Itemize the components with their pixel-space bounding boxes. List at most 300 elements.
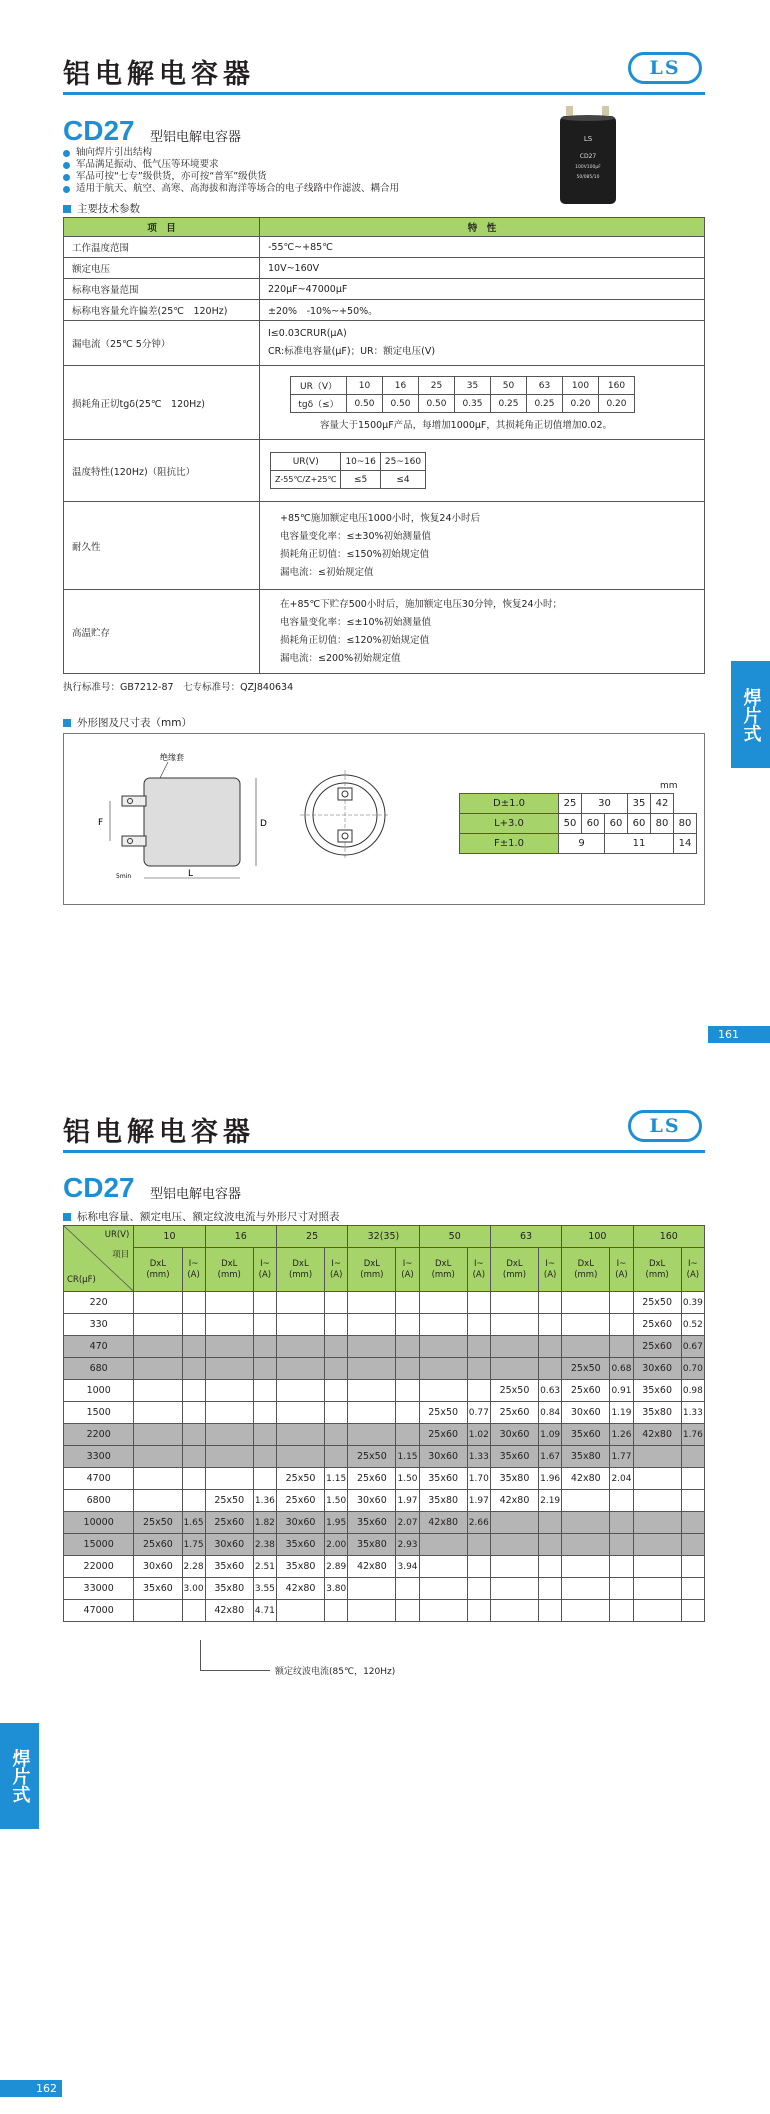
size-cell — [134, 1402, 182, 1424]
size-cell — [134, 1424, 182, 1446]
dim-f-label: F — [98, 818, 104, 828]
size-cell: 30x60 — [205, 1534, 253, 1556]
size-cell — [633, 1490, 681, 1512]
size-cell: 42x80 — [490, 1490, 538, 1512]
current-subheader: I~ (A) — [182, 1248, 205, 1292]
size-cell: 25x60 — [633, 1336, 681, 1358]
current-cell — [253, 1424, 276, 1446]
dim-s-label: 5min — [116, 873, 132, 880]
feature-item: 军品可按“七专”级供货，亦可按“普军”级供货 — [63, 171, 399, 183]
current-cell — [610, 1314, 633, 1336]
feature-item: 适用于航天、航空、高寒、高海拔和海洋等场合的电子线路中作滤波、耦合用 — [63, 183, 399, 195]
size-cell — [419, 1314, 467, 1336]
current-cell — [539, 1534, 562, 1556]
current-cell — [396, 1402, 419, 1424]
tan-value-cell: 0.25 — [491, 395, 527, 413]
size-cell: 35x60 — [134, 1578, 182, 1600]
size-cell: 35x80 — [633, 1402, 681, 1424]
current-cell — [467, 1380, 490, 1402]
dxl-subheader: DxL (mm) — [633, 1248, 681, 1292]
size-cell: 35x60 — [490, 1446, 538, 1468]
size-cell — [134, 1336, 182, 1358]
size-cell — [562, 1336, 610, 1358]
current-cell — [539, 1600, 562, 1622]
current-cell — [325, 1380, 348, 1402]
current-cell — [396, 1578, 419, 1600]
size-cell — [276, 1380, 324, 1402]
dimension-table: D±1.0 25 30 35 42 L+3.0 50 60 60 60 80 80 F±1.0 9 11 14 — [459, 793, 697, 854]
table-row — [64, 1512, 705, 1534]
current-cell: 2.93 — [396, 1534, 419, 1556]
size-cell — [348, 1380, 396, 1402]
header-divider — [63, 1150, 705, 1153]
tan-voltage-cell: 100 — [563, 377, 599, 395]
current-cell: 1.15 — [325, 1468, 348, 1490]
size-cell: 35x80 — [490, 1468, 538, 1490]
current-cell — [467, 1292, 490, 1314]
current-cell: 1.26 — [610, 1424, 633, 1446]
ls-logo — [628, 1110, 702, 1142]
current-cell — [681, 1512, 704, 1534]
current-cell — [539, 1358, 562, 1380]
size-cell — [348, 1424, 396, 1446]
dim-value-cell: 14 — [674, 834, 697, 854]
size-cell — [276, 1336, 324, 1358]
capacitance-cell: 220 — [64, 1292, 134, 1314]
size-cell — [490, 1600, 538, 1622]
current-cell: 2.00 — [325, 1534, 348, 1556]
size-cell: 25x50 — [134, 1512, 182, 1534]
current-cell: 4.71 — [253, 1600, 276, 1622]
size-cell: 25x60 — [419, 1424, 467, 1446]
size-cell: 35x60 — [419, 1468, 467, 1490]
capacitance-cell: 10000 — [64, 1512, 134, 1534]
size-cell — [276, 1358, 324, 1380]
tan-voltage-cell: 10 — [347, 377, 383, 395]
current-cell — [681, 1578, 704, 1600]
current-cell: 0.67 — [681, 1336, 704, 1358]
page-number: 162 — [0, 2080, 62, 2097]
temp-char-table: UR(V) 10~16 25~160 Z-55℃/Z+25℃ ≤5 ≤4 — [270, 452, 426, 489]
size-cell — [562, 1578, 610, 1600]
page-number: 161 — [708, 1026, 770, 1043]
current-cell — [539, 1336, 562, 1358]
ls-logo — [628, 52, 702, 84]
size-cell — [419, 1358, 467, 1380]
side-view-drawing — [80, 748, 290, 888]
size-cell — [633, 1446, 681, 1468]
dxl-subheader: DxL (mm) — [205, 1248, 253, 1292]
tan-value-cell: 0.35 — [455, 395, 491, 413]
current-subheader: I~ (A) — [539, 1248, 562, 1292]
tan-voltage-cell: 25 — [419, 377, 455, 395]
current-cell — [467, 1336, 490, 1358]
current-cell: 1.50 — [325, 1490, 348, 1512]
current-cell — [681, 1556, 704, 1578]
size-cell — [276, 1600, 324, 1622]
size-cell — [562, 1600, 610, 1622]
voltage-header: 160 — [633, 1226, 704, 1248]
size-cell: 30x60 — [490, 1424, 538, 1446]
dim-value-cell: 11 — [605, 834, 674, 854]
dim-value-cell: 42 — [651, 794, 674, 814]
dim-d-label: D — [260, 819, 267, 829]
size-cell: 30x60 — [276, 1512, 324, 1534]
size-cell — [348, 1578, 396, 1600]
tan-voltage-cell: 35 — [455, 377, 491, 395]
photo-brand: LS — [583, 135, 593, 143]
current-cell — [681, 1534, 704, 1556]
size-cell: 42x80 — [562, 1468, 610, 1490]
size-cell: 42x80 — [276, 1578, 324, 1600]
tan-voltage-cell: 160 — [599, 377, 635, 395]
voltage-header: 10 — [134, 1226, 205, 1248]
current-cell — [396, 1600, 419, 1622]
capacitance-cell: 22000 — [64, 1556, 134, 1578]
tan-value-cell: 0.50 — [383, 395, 419, 413]
current-cell — [182, 1358, 205, 1380]
current-cell — [182, 1292, 205, 1314]
size-cell: 25x60 — [562, 1380, 610, 1402]
logo-text: LS — [649, 57, 681, 79]
dim-value-cell: 60 — [605, 814, 628, 834]
side-tab-solder-lug: 焊片式 — [0, 1723, 39, 1829]
current-cell — [253, 1292, 276, 1314]
size-cell: 42x80 — [419, 1512, 467, 1534]
current-cell — [182, 1402, 205, 1424]
current-subheader: I~ (A) — [610, 1248, 633, 1292]
size-cell — [633, 1468, 681, 1490]
current-cell — [396, 1424, 419, 1446]
tan-value-cell: 0.25 — [527, 395, 563, 413]
dxl-subheader: DxL (mm) — [276, 1248, 324, 1292]
current-cell: 1.50 — [396, 1468, 419, 1490]
current-cell — [182, 1314, 205, 1336]
current-cell — [396, 1314, 419, 1336]
table-row — [64, 1292, 705, 1314]
size-cell — [490, 1358, 538, 1380]
size-cell: 25x50 — [419, 1402, 467, 1424]
size-cell: 35x60 — [562, 1424, 610, 1446]
model-subtitle: 型铝电解电容器 — [150, 1187, 242, 1202]
current-cell: 1.33 — [681, 1402, 704, 1424]
feature-item: 轴向焊片引出结构 — [63, 147, 399, 159]
size-cell — [205, 1336, 253, 1358]
size-cell — [205, 1468, 253, 1490]
size-cell: 35x80 — [205, 1578, 253, 1600]
size-cell — [205, 1292, 253, 1314]
size-cell: 25x60 — [134, 1534, 182, 1556]
size-cell: 35x60 — [205, 1556, 253, 1578]
spec-section-heading: 主要技术参数 — [63, 201, 140, 216]
size-cell — [348, 1314, 396, 1336]
standard-number: 执行标准号：GB7212-87 七专标准号：QZJ840634 — [63, 682, 294, 693]
current-cell — [253, 1446, 276, 1468]
table-row — [64, 1578, 705, 1600]
size-cell: 25x60 — [348, 1468, 396, 1490]
voltage-header: 63 — [490, 1226, 561, 1248]
size-cell — [562, 1556, 610, 1578]
size-cell — [490, 1336, 538, 1358]
current-cell — [325, 1600, 348, 1622]
current-cell: 0.84 — [539, 1402, 562, 1424]
capacitor-photo — [560, 106, 616, 204]
dim-value-cell: 80 — [674, 814, 697, 834]
current-cell — [610, 1512, 633, 1534]
voltage-header: 100 — [562, 1226, 633, 1248]
logo-text: LS — [649, 1115, 681, 1137]
dim-unit: mm — [660, 781, 678, 791]
tan-value-cell: 0.50 — [347, 395, 383, 413]
size-cell: 25x50 — [490, 1380, 538, 1402]
spec-table: 项 目 特 性 工作温度范围 -55℃~+85℃ 额定电压 10V~160V 标称电容量范围 220μF~47000μF 标称电容量允许偏差(25℃ 120Hz) ±20% -10%~+50%。 漏电流（25℃ 5分钟） I≤0.03CRUR(μA) CR:标准电容量(μF)；UR：额定电压(V) 损耗角正切tgδ(25℃ 120Hz) UR（V） 10 16 25 35 50 63 100 160 tgδ（≤） 0.50 0.50 0.50 0.35 0.25 0.25 0.20 0.20 容量大于1500μF产品，每增加1000μF，其损耗角正切值增加0.02。 温度特性(120Hz)（阻抗比） UR(V) 10~16 25~160 Z-55℃/Z+25℃ ≤5 ≤4 耐久性 +85℃施加额定电压1000小时，恢复24小时后 电容量变化率：≤±30%初始测量值 损耗角正切值：≤150%初始规定值 漏电流：≤初始规定值 高温贮存 在+85℃下贮存500小时后，施加额定电压30分钟，恢复24小时； 电容量变化率：≤±10%初始测量值 损耗角正切值：≤120%初始规定值 漏电流：≤200%初始规定值 — [63, 217, 705, 674]
current-cell — [467, 1578, 490, 1600]
dim-value-cell: 35 — [628, 794, 651, 814]
current-cell — [467, 1358, 490, 1380]
dxl-subheader: DxL (mm) — [490, 1248, 538, 1292]
size-cell — [490, 1292, 538, 1314]
size-cell — [348, 1600, 396, 1622]
size-cell — [205, 1314, 253, 1336]
dxl-subheader: DxL (mm) — [562, 1248, 610, 1292]
dim-value-cell: 50 — [559, 814, 582, 834]
tan-voltage-cell: 16 — [383, 377, 419, 395]
current-cell — [681, 1600, 704, 1622]
current-cell — [396, 1292, 419, 1314]
capacitance-cell: 2200 — [64, 1424, 134, 1446]
size-cell — [562, 1534, 610, 1556]
table-row — [64, 1446, 705, 1468]
size-cell — [134, 1314, 182, 1336]
size-cell — [134, 1600, 182, 1622]
note-leader — [200, 1640, 201, 1670]
size-cell: 35x60 — [276, 1534, 324, 1556]
size-cell — [205, 1380, 253, 1402]
current-cell: 1.70 — [467, 1468, 490, 1490]
photo-code: 50/085/10 — [576, 175, 600, 180]
size-cell: 35x60 — [348, 1512, 396, 1534]
table-row — [64, 1380, 705, 1402]
size-cell: 25x50 — [562, 1358, 610, 1380]
model-name: CD27 — [63, 115, 135, 146]
current-cell — [325, 1358, 348, 1380]
current-cell: 1.67 — [539, 1446, 562, 1468]
size-cell — [134, 1380, 182, 1402]
current-cell: 3.80 — [325, 1578, 348, 1600]
current-cell — [396, 1336, 419, 1358]
size-cell — [134, 1358, 182, 1380]
current-cell — [610, 1292, 633, 1314]
size-cell — [205, 1446, 253, 1468]
size-cell — [490, 1314, 538, 1336]
voltage-header: 32(35) — [348, 1226, 419, 1248]
size-cell — [205, 1402, 253, 1424]
note-leader — [200, 1670, 270, 1671]
current-cell — [681, 1490, 704, 1512]
current-cell: 0.98 — [681, 1380, 704, 1402]
current-cell — [467, 1556, 490, 1578]
tan-value-cell: 0.50 — [419, 395, 455, 413]
size-cell: 25x50 — [276, 1468, 324, 1490]
voltage-header: 50 — [419, 1226, 490, 1248]
current-cell: 1.33 — [467, 1446, 490, 1468]
capacitance-cell: 33000 — [64, 1578, 134, 1600]
size-cell — [419, 1556, 467, 1578]
size-cell — [276, 1292, 324, 1314]
size-cell — [490, 1534, 538, 1556]
current-cell — [182, 1468, 205, 1490]
current-subheader: I~ (A) — [253, 1248, 276, 1292]
capacitance-cell: 15000 — [64, 1534, 134, 1556]
size-cell — [633, 1600, 681, 1622]
size-cell — [348, 1336, 396, 1358]
dim-value-cell: 80 — [651, 814, 674, 834]
size-cell — [276, 1402, 324, 1424]
current-cell: 1.36 — [253, 1490, 276, 1512]
capacitance-cell: 680 — [64, 1358, 134, 1380]
model-subtitle: 型铝电解电容器 — [150, 130, 242, 145]
dxl-subheader: DxL (mm) — [348, 1248, 396, 1292]
capacitance-cell: 3300 — [64, 1446, 134, 1468]
table-row — [64, 1358, 705, 1380]
tan-voltage-cell: 63 — [527, 377, 563, 395]
size-cell — [348, 1358, 396, 1380]
current-cell — [325, 1424, 348, 1446]
size-cell: 35x80 — [348, 1534, 396, 1556]
size-cell: 42x80 — [633, 1424, 681, 1446]
model-name: CD27 — [63, 1172, 135, 1203]
capacitance-cell: 6800 — [64, 1490, 134, 1512]
current-cell — [539, 1512, 562, 1534]
table-row — [64, 1600, 705, 1622]
current-cell — [467, 1600, 490, 1622]
current-cell — [253, 1314, 276, 1336]
dim-value-cell: 30 — [582, 794, 628, 814]
size-cell — [562, 1512, 610, 1534]
corner-cr: CR(μF) — [67, 1275, 96, 1285]
current-cell: 3.55 — [253, 1578, 276, 1600]
capacitance-cell: 1000 — [64, 1380, 134, 1402]
size-cell — [562, 1314, 610, 1336]
size-cell: 30x60 — [633, 1358, 681, 1380]
current-cell: 1.95 — [325, 1512, 348, 1534]
feature-item: 军品满足振动、低气压等环境要求 — [63, 159, 399, 171]
dim-value-cell: 60 — [628, 814, 651, 834]
current-cell: 0.68 — [610, 1358, 633, 1380]
dxl-subheader: DxL (mm) — [134, 1248, 182, 1292]
capacitance-cell: 4700 — [64, 1468, 134, 1490]
size-cell — [134, 1446, 182, 1468]
size-cell: 25x60 — [490, 1402, 538, 1424]
current-cell: 2.51 — [253, 1556, 276, 1578]
current-cell — [681, 1446, 704, 1468]
current-cell: 1.77 — [610, 1446, 633, 1468]
current-cell — [610, 1336, 633, 1358]
size-cell: 42x80 — [348, 1556, 396, 1578]
table-row — [64, 1556, 705, 1578]
size-cell: 30x60 — [419, 1446, 467, 1468]
current-cell — [610, 1556, 633, 1578]
current-cell — [253, 1380, 276, 1402]
current-cell — [610, 1534, 633, 1556]
current-cell: 1.15 — [396, 1446, 419, 1468]
current-cell — [396, 1380, 419, 1402]
size-cell — [419, 1336, 467, 1358]
size-cell — [134, 1490, 182, 1512]
current-cell — [610, 1600, 633, 1622]
feature-list — [63, 147, 399, 195]
size-cell: 35x80 — [276, 1556, 324, 1578]
current-cell: 1.02 — [467, 1424, 490, 1446]
current-cell — [467, 1534, 490, 1556]
current-cell — [610, 1578, 633, 1600]
current-cell — [182, 1600, 205, 1622]
size-cell: 35x80 — [419, 1490, 467, 1512]
current-cell — [539, 1556, 562, 1578]
current-cell: 1.82 — [253, 1512, 276, 1534]
current-cell: 3.94 — [396, 1556, 419, 1578]
table-row — [64, 1490, 705, 1512]
current-cell — [325, 1446, 348, 1468]
dim-value-cell: 25 — [559, 794, 582, 814]
current-cell — [539, 1292, 562, 1314]
current-cell — [325, 1314, 348, 1336]
size-cell: 25x50 — [633, 1292, 681, 1314]
photo-model: CD27 — [579, 153, 597, 160]
size-cell — [419, 1578, 467, 1600]
corner-ur: UR(V) — [104, 1230, 130, 1240]
current-cell — [253, 1358, 276, 1380]
current-cell: 1.76 — [681, 1424, 704, 1446]
header-divider — [63, 92, 705, 95]
current-cell — [325, 1292, 348, 1314]
tan-delta-table: UR（V） 10 16 25 35 50 63 100 160 tgδ（≤） 0.50 0.50 0.50 0.35 0.25 0.25 0.20 0.20 — [290, 376, 635, 413]
ripple-note: 额定纹波电流(85℃，120Hz) — [275, 1667, 396, 1677]
table-row — [64, 1468, 705, 1490]
current-cell: 1.19 — [610, 1402, 633, 1424]
size-cell — [419, 1534, 467, 1556]
current-cell — [396, 1358, 419, 1380]
size-cell: 25x50 — [348, 1446, 396, 1468]
capacitance-cell: 47000 — [64, 1600, 134, 1622]
size-cell — [205, 1424, 253, 1446]
size-cell — [562, 1292, 610, 1314]
current-cell: 1.65 — [182, 1512, 205, 1534]
size-cell — [348, 1402, 396, 1424]
current-cell: 3.00 — [182, 1578, 205, 1600]
size-cell — [633, 1534, 681, 1556]
tan-value-cell: 0.20 — [563, 395, 599, 413]
current-cell: 2.28 — [182, 1556, 205, 1578]
current-cell — [182, 1380, 205, 1402]
current-cell: 0.63 — [539, 1380, 562, 1402]
size-cell: 25x60 — [276, 1490, 324, 1512]
size-cell — [205, 1358, 253, 1380]
dim-value-cell: 9 — [559, 834, 605, 854]
current-cell — [325, 1336, 348, 1358]
current-cell: 0.77 — [467, 1402, 490, 1424]
size-cell — [419, 1380, 467, 1402]
size-cell: 25x50 — [205, 1490, 253, 1512]
current-cell — [610, 1490, 633, 1512]
side-tab-solder-lug: 焊片式 — [731, 661, 770, 768]
capacitance-cell: 330 — [64, 1314, 134, 1336]
current-cell: 0.39 — [681, 1292, 704, 1314]
voltage-header: 25 — [276, 1226, 347, 1248]
current-cell — [253, 1402, 276, 1424]
table-section-heading: 标称电容量、额定电压、额定纹波电流与外形尺寸对照表 — [63, 1209, 340, 1224]
size-cell — [633, 1556, 681, 1578]
